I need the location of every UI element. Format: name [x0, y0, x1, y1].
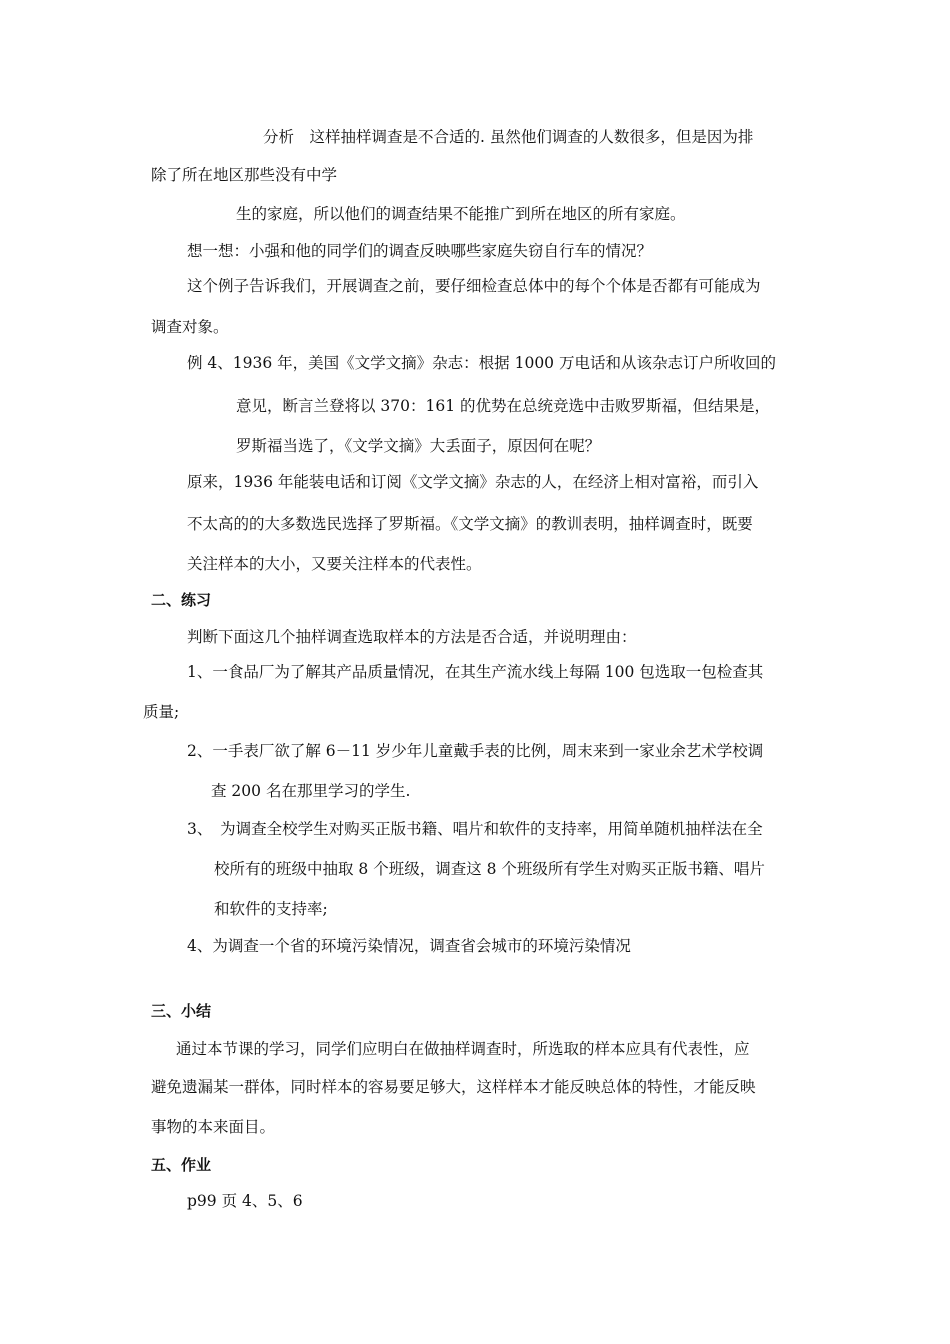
summary-heading: 三、小结: [151, 1002, 212, 1020]
lesson-line: 这个例子告诉我们，开展调查之前，要仔细检查总体中的每个个体是否都有可能成为: [187, 277, 761, 295]
question-3-cont: 和软件的支持率;: [214, 900, 328, 918]
summary-line: 事物的本来面目。: [151, 1118, 276, 1136]
explanation-line: 原来，1936 年能装电话和订阅《文学文摘》杂志的人，在经济上相对富裕，而引入: [187, 473, 759, 491]
example-line: 例 4、1936 年，美国《文学文摘》杂志：根据 1000 万电话和从该杂志订户所收回的: [187, 354, 776, 372]
homework-heading: 五、作业: [151, 1156, 212, 1174]
practice-intro: 判断下面这几个抽样调查选取样本的方法是否合适，并说明理由：: [187, 628, 637, 646]
analysis-line: 除了所在地区那些没有中学: [151, 166, 338, 184]
homework-text: p99 页 4、5、6: [187, 1192, 303, 1210]
question-1-cont: 质量;: [143, 703, 180, 721]
question-1: 1、一食品厂为了解其产品质量情况，在其生产流水线上每隔 100 包选取一包检查其: [187, 663, 764, 681]
think-question: 想一想：小强和他的同学们的调查反映哪些家庭失窃自行车的情况？: [187, 242, 653, 260]
practice-heading: 二、练习: [151, 591, 212, 609]
lesson-line: 调查对象。: [151, 318, 229, 336]
summary-line: 避免遗漏某一群体，同时样本的容易要足够大，这样样本才能反映总体的特性，才能反映: [151, 1078, 756, 1096]
question-2-cont: 查 200 名在那里学习的学生.: [211, 782, 411, 800]
question-3-cont: 校所有的班级中抽取 8 个班级，调查这 8 个班级所有学生对购买正版书籍、唱片: [214, 860, 765, 878]
analysis-line: 生的家庭，所以他们的调查结果不能推广到所在地区的所有家庭。: [236, 205, 686, 223]
example-line: 罗斯福当选了，《文学文摘》大丢面子，原因何在呢？: [236, 437, 601, 455]
example-line: 意见，断言兰登将以 370：161 的优势在总统竞选中击败罗斯福，但结果是，: [236, 397, 771, 415]
summary-line: 通过本节课的学习，同学们应明白在做抽样调查时，所选取的样本应具有代表性，应: [176, 1040, 750, 1058]
analysis-line: 分析 这样抽样调查是不合适的. 虽然他们调查的人数很多，但是因为排: [263, 128, 754, 146]
question-2: 2、一手表厂欲了解 6－11 岁少年儿童戴手表的比例，周末来到一家业余艺术学校调: [187, 742, 764, 760]
explanation-line: 关注样本的大小，又要关注样本的代表性。: [187, 555, 482, 573]
question-4: 4、为调查一个省的环境污染情况，调查省会城市的环境污染情况: [187, 937, 631, 955]
question-3: 3、 为调查全校学生对购买正版书籍、唱片和软件的支持率，用简单随机抽样法在全: [187, 820, 763, 838]
explanation-line: 不太高的的大多数选民选择了罗斯福。《文学文摘》的教训表明，抽样调查时，既要: [187, 515, 753, 533]
